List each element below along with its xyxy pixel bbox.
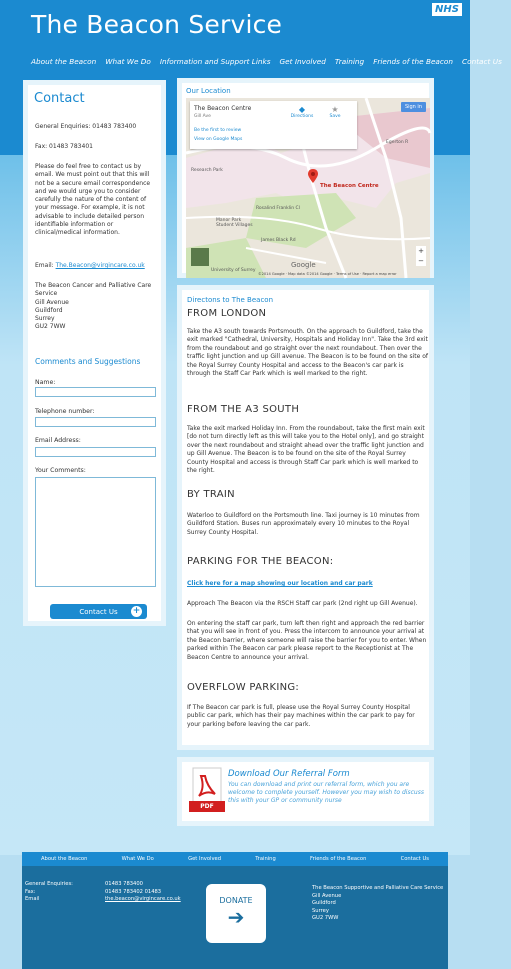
main-nav <box>31 57 511 66</box>
footer-email-link[interactable]: the.beacon@virgincare.co.uk <box>105 896 181 902</box>
footer-nav-what-we-do[interactable]: What We Do <box>121 856 154 862</box>
overflow-heading: OVERFLOW PARKING: <box>187 682 300 693</box>
directions-label: Directions <box>290 114 314 119</box>
enquiries-text: General Enquiries: 01483 783400 <box>35 123 137 130</box>
address-line: Gill Avenue <box>35 298 69 306</box>
james-label: James Black Rd <box>261 238 296 243</box>
footer-labels <box>25 881 73 904</box>
parking-text-1: Approach The Beacon via the RSCH Staff car park (2nd right up Gill Avenue). <box>187 600 418 607</box>
pdf-label: PDF <box>200 803 214 810</box>
zoom-out-icon[interactable]: − <box>418 257 424 265</box>
phone-input[interactable] <box>35 417 156 427</box>
london-text: Take the A3 south towards Portsmouth. On the approach to Guildford, take the exit marked "Cathedral, University, Hospitals and Holiday Inn". Take the 3rd exit from the roundabout and go straight over the next roundabout. Then over the traffic light junction and up Gill avenue. The Beacon is to be found on the site of the Royal Surrey County Hospital and access to the Beacon's car park is through the Staff Car Park which is well marked to the right. <box>187 328 429 378</box>
contact-title: Contact <box>34 91 85 106</box>
place-name: The Beacon Centre <box>194 105 252 112</box>
report-link[interactable]: Report a map error <box>362 272 397 276</box>
footer-nav <box>22 852 448 866</box>
review-link[interactable]: Be the first to review <box>194 128 242 133</box>
university-label: University of Surrey <box>211 268 256 273</box>
zoom-in-icon[interactable]: + <box>418 247 424 255</box>
pdf-icon <box>189 768 225 814</box>
directions-button[interactable] <box>290 105 314 119</box>
a3-text: Take the exit marked Holiday Inn. From the roundabout, take the first main exit [do not turn directly left as this will take you to the Hotel only], and go straight over the next roundabout and straight ahead over the traffic light junction and up Gill Avenue. The Beacon is to be found on the site of the Royal Surrey County Hospital and access is through Staff Car park which is well marked to the right. <box>187 425 425 475</box>
email-line <box>35 262 160 270</box>
plus-icon: + <box>132 606 141 616</box>
nav-information[interactable]: Information and Support Links <box>159 57 271 66</box>
zoom-controls[interactable] <box>416 246 426 266</box>
parking-map-link[interactable]: Click here for a map showing our location and car park <box>187 580 373 587</box>
footer-label: Email <box>25 896 40 902</box>
nav-what-we-do[interactable]: What We Do <box>105 57 151 66</box>
google-logo: Google <box>291 261 316 269</box>
train-heading: BY TRAIN <box>187 489 235 500</box>
map-panel <box>177 78 434 278</box>
marker-label: The Beacon Centre <box>320 183 379 189</box>
map-title: Our Location <box>186 87 231 95</box>
rosalind-label: Rosalind Franklin Cl <box>256 206 300 211</box>
footer-address <box>312 885 443 923</box>
footer-nav-get-involved[interactable]: Get Involved <box>188 856 222 862</box>
address-line: Surrey <box>35 315 55 323</box>
email-notice: Please do feel free to contact us by email. We must point out that this will not be a secure email correspondence and we would urge you to consider carefully the nature of the content of your message. For example, it is not advisable to include detailed person identifiable information or clinical/medical information. <box>35 163 151 237</box>
footer-fax: 01483 783402 01483 <box>105 888 162 895</box>
footer-nav-friends[interactable]: Friends of the Beacon <box>310 856 367 862</box>
directions-panel <box>177 285 434 750</box>
directions-title: Directons to The Beacon <box>187 296 274 304</box>
manor-label: Manor Park Student Villages <box>216 218 253 228</box>
london-heading: FROM LONDON <box>187 308 267 319</box>
egerton-label: Egerton R <box>386 140 409 145</box>
donate-label: DONATE <box>219 896 253 905</box>
save-label: Save <box>329 114 341 119</box>
form-title: Comments and Suggestions <box>35 357 141 366</box>
footer-address-line: The Beacon Supportive and Palliative Care Service <box>312 885 444 891</box>
email-label: Email: <box>35 262 54 269</box>
contact-submit-button[interactable] <box>50 604 147 619</box>
star-icon: ★ <box>331 105 339 114</box>
submit-label: Contact Us <box>79 607 118 616</box>
map-copyright: ©2014 Google · Map data ©2014 Google · Terms of Use · Report a map error <box>258 272 397 276</box>
nav-get-involved[interactable]: Get Involved <box>279 57 326 66</box>
address-line: The Beacon Cancer and Palliative Care Service <box>35 282 152 298</box>
phone-label: Telephone number: <box>35 408 95 415</box>
address-line: Guildford <box>35 306 63 314</box>
nav-contact[interactable]: Contact Us <box>462 57 502 66</box>
terms-link[interactable]: Terms of Use <box>335 272 359 276</box>
email-field[interactable] <box>35 447 156 457</box>
place-card <box>190 101 357 149</box>
fax-text: Fax: 01483 783401 <box>35 143 93 150</box>
footer-phone: 01483 783400 <box>105 881 143 887</box>
donate-button[interactable] <box>206 884 266 943</box>
footer-values <box>105 881 181 904</box>
referral-title[interactable]: Download Our Referral Form <box>228 769 350 779</box>
address <box>35 282 160 332</box>
nav-friends[interactable]: Friends of the Beacon <box>373 57 454 66</box>
referral-text: You can download and print our referral form, which you are welcome to complete yourself. However you may wish to discuss this with your GP or community nurse <box>228 781 424 805</box>
footer-address-line: Surrey <box>312 907 329 914</box>
nhs-logo[interactable]: NHS <box>432 3 462 16</box>
email-link[interactable]: The.Beacon@virgincare.co.uk <box>55 262 145 269</box>
parking-heading: PARKING FOR THE BEACON: <box>187 556 334 567</box>
directions-icon: ◆ <box>298 105 306 114</box>
nav-about[interactable]: About the Beacon <box>31 57 97 66</box>
signin-button[interactable]: Sign in <box>401 102 426 112</box>
save-button[interactable] <box>325 105 345 119</box>
footer-address-line: Guildford <box>312 900 336 906</box>
footer-label: General Enquiries: <box>25 881 73 887</box>
overflow-text: If The Beacon car park is full, please use the Royal Surrey County Hospital public car park, which has their pay machines within the car park to pay for your parking before leaving the car park. <box>187 704 415 728</box>
footer-nav-training[interactable]: Training <box>255 856 276 862</box>
park-label: Research Park <box>191 168 223 173</box>
nav-training[interactable]: Training <box>334 57 365 66</box>
arrow-right-icon: ➔ <box>227 905 245 929</box>
footer-nav-about[interactable]: About the Beacon <box>41 856 88 862</box>
email-field-label: Email Address: <box>35 437 81 444</box>
comments-label: Your Comments: <box>35 467 86 474</box>
address-line: GU2 7WW <box>35 323 66 331</box>
referral-panel[interactable] <box>177 757 434 826</box>
footer-label: Fax: <box>25 888 36 895</box>
name-input[interactable] <box>35 387 156 397</box>
footer-address-line: Gill Avenue <box>312 892 342 899</box>
google-map[interactable] <box>186 98 430 278</box>
map-marker-icon[interactable] <box>308 168 318 182</box>
footer-address-line: GU2 7WW <box>312 915 339 921</box>
parking-text-2: On entering the staff car park, turn left then right and approach the red barrier that you will see in front of you. Press the intercom to announce your arrival at the Beacon barrier, where someone will raise the barrier for you to enter. When parked within The Beacon car park please report to the Receptionist at The Beacon Centre to announce your arrival. <box>187 620 427 661</box>
footer <box>22 852 448 969</box>
train-text: Waterloo to Guildford on the Portsmouth line. Taxi journey is 10 minutes from Guildford Station. Buses run approximately every 10 minutes to the Royal Surrey County Hospital. <box>187 512 420 536</box>
footer-nav-contact[interactable]: Contact Us <box>400 856 429 862</box>
comments-textarea[interactable] <box>35 477 156 587</box>
place-street: Gill Ave <box>194 114 211 119</box>
a3-heading: FROM THE A3 SOUTH <box>187 404 300 415</box>
view-maps-link[interactable]: View on Google Maps <box>194 137 243 142</box>
contact-panel <box>23 80 166 626</box>
name-label: Name: <box>35 379 56 386</box>
site-title[interactable]: The Beacon Service <box>31 10 283 39</box>
